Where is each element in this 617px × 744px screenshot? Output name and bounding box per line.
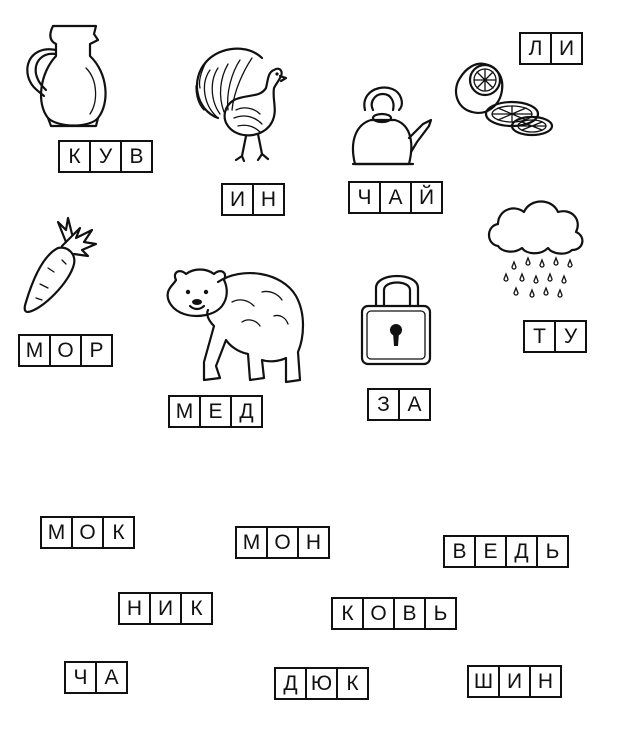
word-tile-med[interactable]	[168, 395, 263, 428]
letter-cell: З	[367, 388, 400, 421]
word-tile-mok[interactable]	[40, 516, 135, 549]
letter-cell: Ь	[424, 597, 457, 630]
bear-icon	[162, 262, 312, 390]
word-tile-dyuk[interactable]	[274, 667, 369, 700]
letter-cell: Н	[529, 665, 562, 698]
letter-cell: М	[18, 334, 51, 367]
letter-cell: М	[168, 395, 201, 428]
word-tile-tu[interactable]	[523, 320, 587, 353]
letter-cell: К	[180, 592, 213, 625]
letter-cell: К	[331, 597, 364, 630]
letter-cell: Е	[474, 535, 507, 568]
letter-cell: В	[393, 597, 426, 630]
letter-cell: А	[398, 388, 431, 421]
carrot-icon	[18, 212, 100, 317]
letter-cell: Ь	[536, 535, 569, 568]
letter-cell: И	[221, 183, 254, 216]
rain-cloud-icon	[486, 196, 586, 304]
teapot-icon	[345, 80, 437, 168]
word-tile-mon[interactable]	[235, 526, 330, 559]
letter-cell: Т	[523, 320, 556, 353]
letter-cell: Р	[80, 334, 113, 367]
letter-cell: В	[120, 140, 153, 173]
word-tile-ved[interactable]	[443, 535, 569, 568]
letter-cell: А	[95, 661, 128, 694]
letter-cell: Ч	[64, 661, 97, 694]
letter-cell: И	[149, 592, 182, 625]
letter-cell: У	[89, 140, 122, 173]
letter-cell: О	[71, 516, 104, 549]
letter-cell: У	[554, 320, 587, 353]
word-tile-li[interactable]	[519, 32, 583, 65]
jug-icon	[18, 18, 118, 133]
letter-cell: Л	[519, 32, 552, 65]
letter-cell: Д	[274, 667, 307, 700]
word-tile-kov[interactable]	[331, 597, 457, 630]
word-tile-chaj[interactable]	[348, 181, 443, 214]
letter-cell: Д	[230, 395, 263, 428]
letter-cell: В	[443, 535, 476, 568]
word-tile-kuv[interactable]	[58, 140, 153, 173]
letter-cell: Н	[252, 183, 285, 216]
turkey-icon	[188, 40, 293, 162]
letter-cell: О	[49, 334, 82, 367]
letter-cell: И	[550, 32, 583, 65]
letter-cell: М	[40, 516, 73, 549]
letter-cell: О	[266, 526, 299, 559]
word-tile-nik[interactable]	[118, 592, 213, 625]
letter-cell: Ч	[348, 181, 381, 214]
letter-cell: Н	[118, 592, 151, 625]
letter-cell: М	[235, 526, 268, 559]
letter-cell: И	[498, 665, 531, 698]
word-tile-cha[interactable]	[64, 661, 128, 694]
padlock-icon	[356, 270, 436, 370]
letter-cell: Й	[410, 181, 443, 214]
word-tile-in[interactable]	[221, 183, 285, 216]
letter-cell: К	[102, 516, 135, 549]
letter-cell: Н	[297, 526, 330, 559]
word-tile-za[interactable]	[367, 388, 431, 421]
letter-cell: О	[362, 597, 395, 630]
letter-cell: Е	[199, 395, 232, 428]
letter-cell: Д	[505, 535, 538, 568]
letter-cell: Ш	[467, 665, 500, 698]
letter-cell: К	[336, 667, 369, 700]
word-tile-mor[interactable]	[18, 334, 113, 367]
letter-cell: Ю	[305, 667, 338, 700]
letter-cell: К	[58, 140, 91, 173]
letter-cell: А	[379, 181, 412, 214]
word-tile-shin[interactable]	[467, 665, 562, 698]
